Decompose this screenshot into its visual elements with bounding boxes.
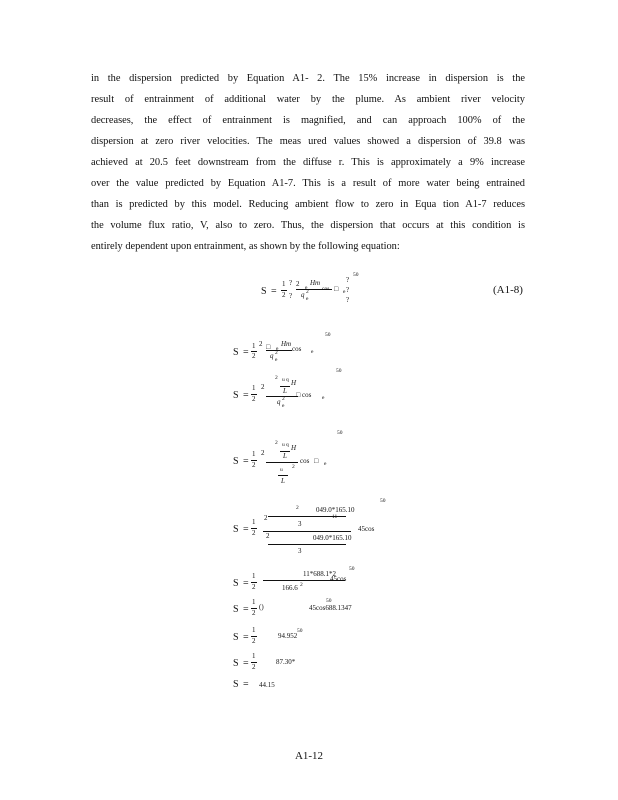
step-u: u xyxy=(282,377,285,383)
step-half-num: 1 xyxy=(252,572,256,580)
eq-body: 2 xyxy=(296,280,300,288)
step-equals: = xyxy=(243,456,249,467)
step-u2: u xyxy=(280,467,283,473)
step-h: H xyxy=(291,444,297,452)
step-sub-e: e xyxy=(324,461,327,467)
step-half-den: 2 xyxy=(252,395,256,403)
step-s: S xyxy=(233,456,239,467)
step-cos: □ cos xyxy=(296,391,312,399)
step-sup: 2 xyxy=(275,440,278,446)
step-q: q xyxy=(270,352,274,360)
eq-half-numerator: 1 xyxy=(282,280,286,288)
eq-half-denominator: 2 xyxy=(282,291,286,299)
step-body: 2 xyxy=(259,340,263,348)
step-cos: cos xyxy=(300,457,310,465)
step-half-num: 1 xyxy=(252,518,256,526)
step-half-den: 2 xyxy=(252,609,256,617)
eq-sub-e: e xyxy=(305,285,308,291)
step-q-sub: e xyxy=(275,357,278,363)
step-s: S xyxy=(233,604,239,615)
step-denominator-1: 3 xyxy=(298,520,302,528)
eq-bracket-mark: ? xyxy=(289,292,293,300)
step-value: 87.30* xyxy=(276,658,296,666)
step-equals: = xyxy=(243,524,249,535)
step-hm: Hm xyxy=(281,340,292,348)
step-l: L xyxy=(283,452,287,460)
step-s: S xyxy=(233,524,239,535)
step-q: q xyxy=(286,377,289,383)
eq-box: □ xyxy=(334,285,339,293)
eq-hm: Hm xyxy=(310,279,321,287)
step-box: □ xyxy=(314,457,319,465)
step-u: u xyxy=(282,442,285,448)
step-l: L xyxy=(283,387,287,395)
step-half-den: 2 xyxy=(252,663,256,671)
step-s: S xyxy=(233,390,239,401)
step-cos: 45cos xyxy=(330,575,347,583)
step-paren: () xyxy=(259,603,264,611)
step-power: 50 xyxy=(326,598,332,604)
step-equals: = xyxy=(243,679,249,690)
step-denominator: 166.6 xyxy=(282,584,298,592)
step-q-sup: 2 xyxy=(275,350,278,356)
eq-bracket-mark: ? xyxy=(346,286,350,294)
eq-power: 50 xyxy=(353,272,359,278)
step-cos: 45cos xyxy=(358,525,375,533)
step-half-den: 2 xyxy=(252,637,256,645)
step-sup: 2 xyxy=(296,505,299,511)
step-value: 45cos688.1347 xyxy=(309,604,352,612)
step-s: S xyxy=(233,347,239,358)
step-square: 2 xyxy=(292,464,295,470)
step-box: □ xyxy=(266,343,271,351)
page-number: A1-12 xyxy=(294,750,324,762)
paragraph-line: result of entrainment of additional water by the plume. As ambient river velocity xyxy=(91,94,525,105)
step-half-num: 1 xyxy=(252,626,256,634)
paragraph-line: entirely dependent upon entrainment, as shown by the following equation: xyxy=(91,241,400,252)
eq-q-sup: 2 xyxy=(306,289,309,295)
step-numerator-2: 049.0*165.10 xyxy=(313,534,352,542)
step-den-sup: 2 xyxy=(300,582,303,588)
step-equals: = xyxy=(243,604,249,615)
step-s: S xyxy=(233,632,239,643)
step-denominator-2: 3 xyxy=(298,547,302,555)
step-half-num: 1 xyxy=(252,652,256,660)
step-sub-e2: e xyxy=(311,349,314,355)
step-s: S xyxy=(233,578,239,589)
step-q: q xyxy=(286,442,289,448)
eq-bracket-mark: ? xyxy=(346,296,350,304)
step-s: S xyxy=(233,658,239,669)
step-body: 2 xyxy=(261,383,265,391)
step-equals: = xyxy=(243,347,249,358)
step-sub-e: e xyxy=(276,346,279,352)
paragraph-line: dispersion at zero river velocities. The meas ured values showed a dispersion of 39.8 was xyxy=(91,136,525,147)
equation-label: (A1-8) xyxy=(493,284,523,296)
eq-bracket-mark: ? xyxy=(346,276,350,284)
step-half-num: 1 xyxy=(252,342,256,350)
step-body: 2 xyxy=(261,449,265,457)
paragraph-line: decreases, the effect of entrainment is magnified, and can approach 100% of the xyxy=(91,115,525,126)
step-half-den: 2 xyxy=(252,461,256,469)
eq-q: q xyxy=(301,291,305,299)
step-value: 94.952 xyxy=(278,632,298,640)
step-power: 50 xyxy=(337,430,343,436)
step-half-num: 1 xyxy=(252,598,256,606)
step-result: 44.15 xyxy=(259,681,275,689)
eq-q-sub: e xyxy=(306,296,309,302)
step-power: 50 xyxy=(336,368,342,374)
step-power: 50 xyxy=(325,332,331,338)
paragraph-line: in the dispersion predicted by Equation A1- 2. The 15% increase in dispersion is the xyxy=(91,73,525,84)
step-q-sup: 2 xyxy=(282,396,285,402)
eq-bracket-mark: ? xyxy=(289,279,293,287)
step-equals: = xyxy=(243,390,249,401)
step-power: 50 xyxy=(349,566,355,572)
step-cos: cos xyxy=(292,345,302,353)
step-equals: = xyxy=(243,578,249,589)
step-half-num: 1 xyxy=(252,384,256,392)
step-exp-11: 11 xyxy=(332,514,338,520)
step-sup: 2 xyxy=(275,375,278,381)
eq-cos: cos xyxy=(322,286,330,292)
step-body-2: 2 xyxy=(266,532,270,540)
step-sub-e: e xyxy=(322,395,325,401)
step-q-den: q xyxy=(277,398,281,406)
paragraph-line: the volume flux ratio, V, also to zero. Thus, the dispersion that occurs at this condition is xyxy=(91,220,525,231)
step-s: S xyxy=(233,679,239,690)
step-power: 50 xyxy=(380,498,386,504)
paragraph-line: than is predicted by this model. Reducing ambient flow to zero in Equa tion A1-7 reduces xyxy=(91,199,525,210)
step-l2: L xyxy=(281,477,285,485)
eq-symbol-s: S xyxy=(261,286,267,297)
step-body: 2 xyxy=(264,514,268,522)
step-half-num: 1 xyxy=(252,450,256,458)
step-equals: = xyxy=(243,658,249,669)
step-q-sub: e xyxy=(282,403,285,409)
step-numerator-1: 049.0*165.10 xyxy=(316,506,355,514)
paragraph-line: achieved at 20.5 feet downstream from the diffuse r. This is approximately a 9% increase xyxy=(91,157,525,168)
step-power: 50 xyxy=(297,628,303,634)
paragraph-line: over the value predicted by Equation A1-7. This is a result of more water being entrained xyxy=(91,178,525,189)
step-half-den: 2 xyxy=(252,529,256,537)
step-half-den: 2 xyxy=(252,583,256,591)
step-numerator: 11*688.1*2 xyxy=(303,570,336,578)
step-equals: = xyxy=(243,632,249,643)
eq-equals: = xyxy=(271,286,277,297)
step-h: H xyxy=(291,379,297,387)
eq-sub-e2: e xyxy=(343,289,346,295)
step-half-den: 2 xyxy=(252,352,256,360)
